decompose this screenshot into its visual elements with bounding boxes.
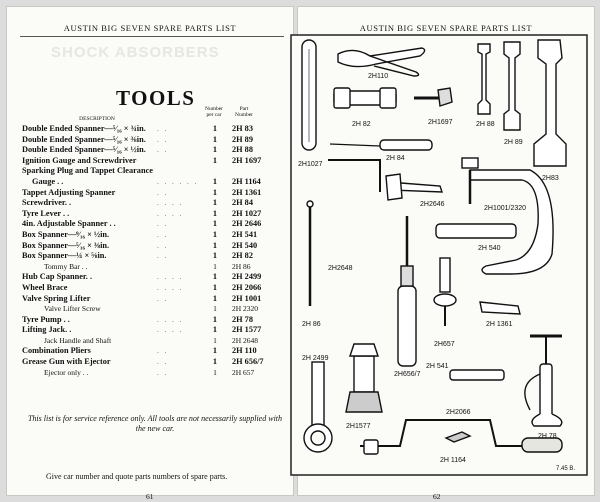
- tools-illustration: [290, 34, 588, 476]
- part-number: 2H 656/7: [232, 357, 264, 367]
- label-2h78: 2H 78: [538, 433, 557, 440]
- tool-row: [22, 135, 288, 146]
- label-2h86: 2H 86: [302, 321, 321, 328]
- tool-description: Lifting Jack. .: [22, 325, 72, 335]
- number-per-car: 1: [212, 293, 218, 303]
- leader-dots: . . . .: [157, 283, 184, 292]
- tool-description: Wheel Brace: [22, 282, 68, 292]
- part-number: 2H 78: [232, 314, 253, 324]
- tool-row: [22, 357, 288, 368]
- tool-description: Double Ended Spanner—⁵⁄₁₆ × ½in.: [22, 145, 146, 155]
- column-header-description: DESCRIPTION: [79, 116, 115, 122]
- label-2h540: 2H 540: [478, 245, 501, 252]
- part-number: 2H 1001: [232, 293, 262, 303]
- box-spanner-541-icon: [450, 370, 504, 380]
- tool-row: [22, 283, 288, 294]
- service-note: This list is for service reference only. All tools are not necessarily supplied with the new car.: [27, 414, 283, 433]
- part-number: 2H 1164: [232, 176, 261, 186]
- leader-dots: . .: [157, 252, 169, 261]
- number-per-car: 1: [212, 198, 218, 208]
- leader-dots: . .: [157, 368, 169, 377]
- tool-row: [22, 166, 288, 177]
- column-header-part: Part Number: [234, 106, 254, 118]
- number-per-car: 1: [212, 219, 218, 229]
- leader-dots: . .: [157, 146, 169, 155]
- tool-row: [22, 209, 288, 220]
- label-2h1577: 2H1577: [346, 423, 371, 430]
- label-2h89: 2H 89: [504, 139, 523, 146]
- leader-dots: . . . . . .: [157, 177, 199, 186]
- leader-dots: . . . .: [157, 199, 184, 208]
- number-per-car: 1: [212, 272, 218, 282]
- number-per-car: 1: [212, 346, 218, 356]
- part-number: 2H 2648: [232, 335, 259, 345]
- tool-row: [22, 230, 288, 241]
- label-2h656: 2H656/7: [394, 371, 421, 378]
- leader-dots: . .: [157, 125, 169, 133]
- tool-row: [22, 336, 288, 347]
- tool-description: Tappet Adjusting Spanner: [22, 187, 116, 197]
- tool-row: [22, 315, 288, 326]
- tool-description: Valve Lifter Screw: [44, 304, 101, 314]
- tool-row: [22, 304, 288, 315]
- print-date: 7.45 B.: [556, 466, 576, 472]
- part-number: 2H 540: [232, 240, 258, 250]
- number-per-car: 1: [212, 325, 218, 335]
- tool-description: Double Ended Spanner—⁵⁄₁₆ × ¾in.: [22, 124, 146, 133]
- tool-description: Sparking Plug and Tappet Clearance: [22, 166, 153, 176]
- tool-row: [22, 188, 288, 199]
- part-number: 2H 1361: [232, 187, 262, 197]
- label-2h83: 2H83: [542, 175, 559, 182]
- tool-description: Box Spanner—¼ × ⅝in.: [22, 251, 107, 261]
- number-per-car: 1: [213, 335, 217, 345]
- running-head: AUSTIN BIG SEVEN SPARE PARTS LIST: [359, 23, 533, 33]
- tool-row: [22, 251, 288, 262]
- page-number: 61: [146, 492, 154, 501]
- label-2h1164: 2H 1164: [440, 457, 466, 464]
- tool-description: Valve Spring Lifter: [22, 293, 91, 303]
- tool-row: [22, 241, 288, 252]
- part-number: 2H 82: [232, 251, 253, 261]
- tool-description: Ignition Gauge and Screwdriver: [22, 155, 137, 165]
- tool-description: Box Spanner—⁵⁄₁₆ × ⅜in.: [22, 240, 110, 250]
- bleedthrough-heading: SHOCK ABSORBERS: [51, 44, 220, 61]
- number-per-car: 1: [212, 251, 218, 261]
- number-per-car: 1: [212, 240, 218, 250]
- tool-row: [22, 294, 288, 305]
- part-number: 2H 1697: [232, 155, 262, 165]
- number-per-car: 1: [212, 124, 218, 133]
- part-number: 2H 1577: [232, 325, 262, 335]
- tool-description: Screwdriver. .: [22, 198, 72, 208]
- part-number: 2H 2646: [232, 219, 262, 229]
- header-rule: [20, 36, 284, 37]
- footer-text: Give car number and quote parts numbers of spare parts.: [46, 472, 228, 481]
- tool-description: Jack Handle and Shaft: [44, 335, 112, 345]
- part-number: 2H 89: [232, 134, 253, 144]
- tool-row: [22, 145, 288, 156]
- number-per-car: 1: [212, 134, 218, 144]
- label-2h2066: 2H2066: [446, 409, 471, 416]
- tool-description: Tommy Bar . .: [44, 261, 88, 271]
- number-per-car: 1: [213, 367, 217, 377]
- tool-row: [22, 368, 288, 379]
- tool-description: 4in. Adjustable Spanner . .: [22, 219, 116, 229]
- label-2h1697: 2H1697: [428, 119, 453, 126]
- tool-description: Gauge . .: [32, 176, 64, 186]
- leader-dots: . . . .: [157, 315, 184, 324]
- part-number: 2H 2320: [232, 304, 259, 314]
- label-2h1361: 2H 1361: [486, 321, 513, 328]
- part-number: 2H 84: [232, 198, 253, 208]
- tool-description: Combination Pliers: [22, 346, 91, 356]
- tool-row: [22, 177, 288, 188]
- number-per-car: 1: [212, 229, 218, 239]
- tool-row: [22, 156, 288, 167]
- label-2h110: 2H110: [368, 73, 389, 80]
- tool-description: Hub Cap Spanner. .: [22, 272, 93, 282]
- number-per-car: 1: [212, 155, 218, 165]
- tool-row: [22, 272, 288, 283]
- label-2h1001: 2H1001/2320: [484, 205, 527, 212]
- leader-dots: . .: [157, 347, 169, 356]
- tool-description: Tyre Lever . .: [22, 208, 70, 218]
- label-2h84: 2H 84: [386, 155, 405, 162]
- part-number: 2H 2066: [232, 282, 262, 292]
- number-per-car: 1: [212, 187, 218, 197]
- leader-dots: . .: [157, 358, 169, 367]
- running-head: AUSTIN BIG SEVEN SPARE PARTS LIST: [63, 23, 237, 33]
- number-per-car: 1: [213, 304, 217, 314]
- label-2h657: 2H657: [434, 341, 455, 348]
- leader-dots: . . . .: [157, 326, 184, 335]
- part-number: 2H 110: [232, 346, 257, 356]
- tools-list: [22, 124, 288, 378]
- leader-dots: . . . .: [157, 209, 184, 218]
- tool-description: Box Spanner—⁹⁄₁₆ × ½in.: [22, 229, 110, 239]
- number-per-car: 1: [212, 357, 218, 367]
- label-2h2499: 2H 2499: [302, 355, 329, 362]
- leader-dots: . .: [157, 230, 169, 239]
- tool-row: [22, 198, 288, 209]
- part-number: 2H 541: [232, 229, 258, 239]
- label-2h82: 2H 82: [352, 121, 371, 128]
- number-per-car: 1: [212, 282, 218, 292]
- label-2h88: 2H 88: [476, 121, 495, 128]
- part-number: 2H 88: [232, 145, 253, 155]
- part-number: 2H 86: [232, 261, 251, 271]
- part-number: 2H 2499: [232, 272, 262, 282]
- tool-row: [22, 124, 288, 135]
- label-2h2646: 2H2646: [420, 201, 445, 208]
- part-number: 2H 1027: [232, 208, 262, 218]
- label-2h2648: 2H2648: [328, 265, 353, 272]
- tool-row: [22, 262, 288, 273]
- page-title: TOOLS: [116, 86, 196, 110]
- tool-description: Grease Gun with Ejector: [22, 357, 111, 367]
- leader-dots: . .: [157, 135, 169, 144]
- left-page: [6, 6, 294, 501]
- number-per-car: 1: [213, 261, 217, 271]
- page-number: 62: [433, 492, 441, 501]
- leader-dots: . . . .: [157, 273, 184, 282]
- tool-row: [22, 219, 288, 230]
- leader-dots: . .: [157, 220, 169, 229]
- box-spanner-540-icon: [436, 224, 516, 238]
- leader-dots: . .: [157, 188, 169, 197]
- tool-row: [22, 325, 288, 336]
- tool-description: Ejector only . .: [44, 367, 89, 377]
- label-2h541: 2H 541: [426, 363, 449, 370]
- column-header-number: Number per car: [204, 106, 224, 118]
- part-number: 2H 83: [232, 124, 253, 133]
- leader-dots: . .: [157, 294, 169, 303]
- tool-description: Tyre Pump . .: [22, 314, 70, 324]
- number-per-car: 1: [212, 176, 218, 186]
- number-per-car: 1: [212, 314, 218, 324]
- number-per-car: 1: [212, 145, 218, 155]
- tool-description: Double Ended Spanner—⁵⁄₁₆ × ⅜in.: [22, 134, 146, 144]
- label-2h1027: 2H1027: [298, 161, 323, 168]
- leader-dots: . .: [157, 241, 169, 250]
- tool-row: [22, 346, 288, 357]
- number-per-car: 1: [212, 208, 218, 218]
- part-number: 2H 657: [232, 367, 255, 377]
